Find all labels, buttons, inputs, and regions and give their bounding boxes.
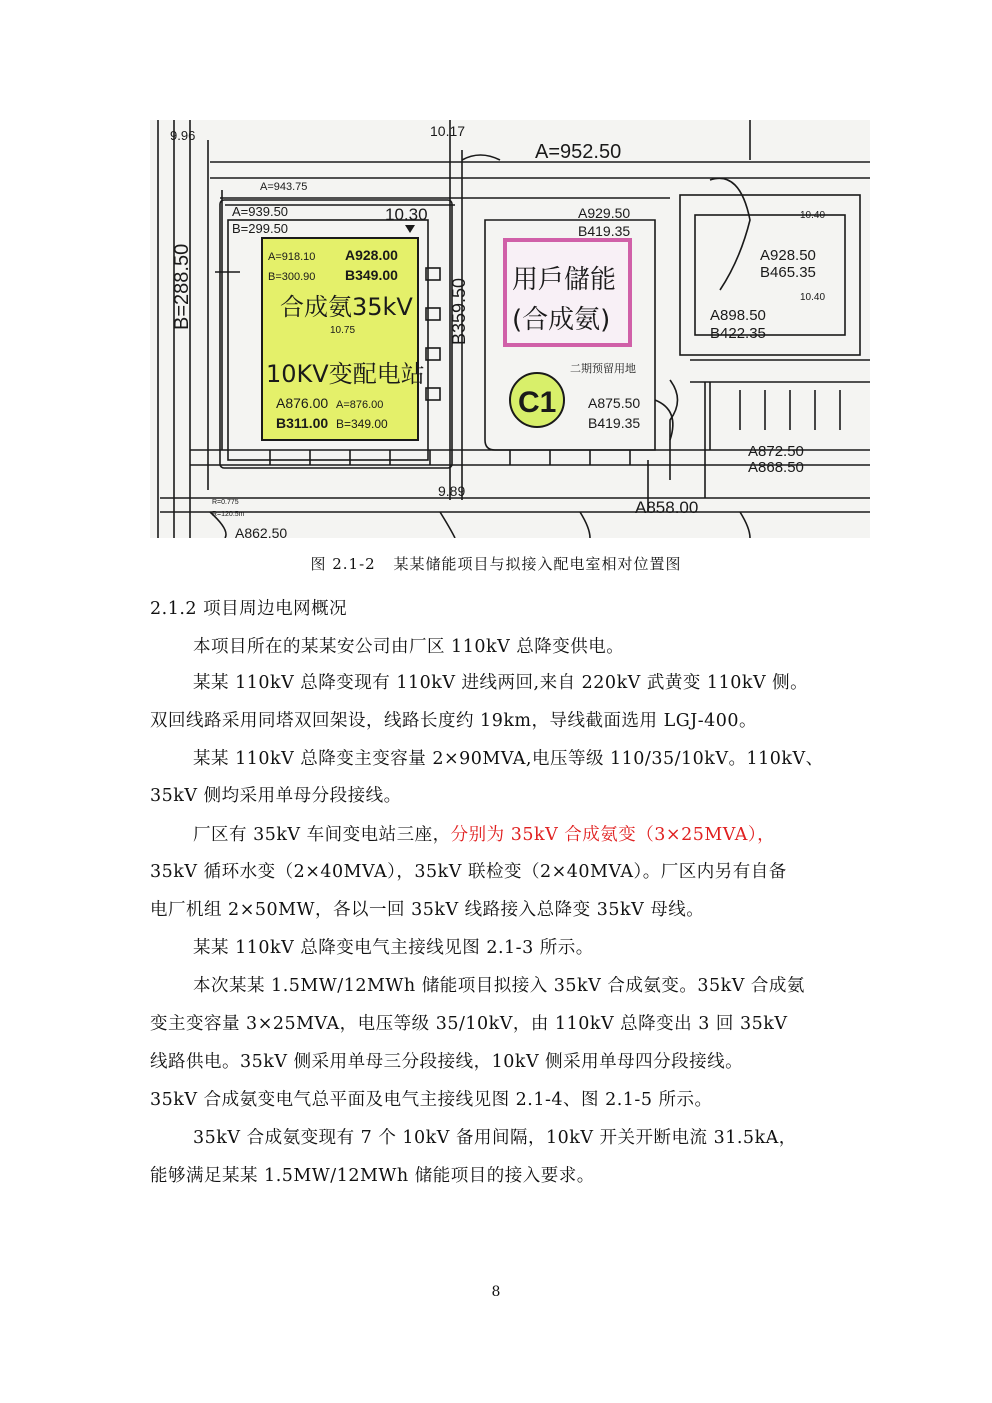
paragraph-6-line-2: 变主变容量 3×25MVA，电压等级 35/10kV，由 110kV 总降变出 3 回 35kV xyxy=(150,1014,788,1034)
coord-b-41935b: B419.35 xyxy=(588,415,641,431)
coord-a-91810: A=918.10 xyxy=(268,251,316,263)
paragraph-4-line-3: 电厂机组 2×50MW，各以一回 35kV 线路接入总降变 35kV 母线。 xyxy=(150,900,705,920)
section-heading: 2.1.2 项目周边电网概况 xyxy=(150,599,348,619)
paragraph-4-line-1 xyxy=(193,821,775,846)
coord-b-28850: B=288.50 xyxy=(171,243,193,330)
dim-top: 10.17 xyxy=(430,123,466,139)
coord-b-31100: B311.00 xyxy=(276,415,329,431)
coord-a-92850: A928.50 xyxy=(760,247,816,264)
paragraph-4-line-2: 35kV 循环水变（2×40MVA），35kV 联检变（2×40MVA）。厂区内另有自备 xyxy=(150,862,787,882)
small-r-label: R=0.775 xyxy=(212,499,239,506)
paragraph-6-line-1: 本次某某 1.5MW/12MWh 储能项目拟接入 35kV 合成氨变。35kV 合成氨 xyxy=(193,976,805,996)
figure-number: 图 2.1-2 xyxy=(310,555,376,573)
coord-a-87250: A872.50 xyxy=(748,443,804,460)
paragraph-6-line-3: 线路供电。35kV 侧采用单母三分段接线，10kV 侧采用单母四分段接线。 xyxy=(150,1052,744,1072)
paragraph-7-line-1: 35kV 合成氨变现有 7 个 10kV 备用间隔，10kV 开关开断电流 31.5kA， xyxy=(193,1128,797,1148)
paragraph-2-line-2: 双回线路采用同塔双回架设，线路长度约 19km，导线截面选用 LGJ-400。 xyxy=(150,711,758,731)
reserve-land-label: 二期预留用地 xyxy=(570,363,636,375)
small-r2-label: R=120.5m xyxy=(212,511,245,518)
figure-title: 某某储能项目与拟接入配电室相对位置图 xyxy=(393,555,682,573)
site-plan-figure xyxy=(150,120,870,538)
coord-a-86250: A862.50 xyxy=(235,525,288,538)
coord-b-42235: B422.35 xyxy=(710,325,766,342)
coord-a-92800: A928.00 xyxy=(345,247,398,263)
coord-a-85800: A858.00 xyxy=(635,498,699,517)
coord-b-mid-top: B=299.50 xyxy=(232,221,289,236)
coord-a-92950: A929.50 xyxy=(578,205,631,221)
coord-a-87550: A875.50 xyxy=(588,395,641,411)
paragraph-4-lead: 厂区有 35kV 车间变电站三座， xyxy=(193,825,451,845)
paragraph-7-line-2: 能够满足某某 1.5MW/12MWh 储能项目的接入要求。 xyxy=(150,1166,595,1186)
coord-b-41935: B419.35 xyxy=(578,223,631,239)
dim-989: 9.89 xyxy=(438,483,466,499)
coord-a-top: A=952.50 xyxy=(535,141,622,163)
elevation-1075: 10.75 xyxy=(330,325,356,336)
paragraph-2-line-1: 某某 110kV 总降变现有 110kV 进线两回,来自 220kV 武黄变 110kV 侧。 xyxy=(193,673,809,693)
paragraph-4-highlight: 分别为 35kV 合成氨变（3×25MVA）， xyxy=(450,825,776,845)
substation-name-1: 合成氨35kV xyxy=(280,293,413,321)
coord-b-35950: B359.50 xyxy=(449,277,469,345)
coord-b-34900: B349.00 xyxy=(345,267,398,283)
paragraph-3-line-1: 某某 110kV 总降变主变容量 2×90MVA,电压等级 110/35/10kV。110kV、 xyxy=(193,749,824,769)
coord-a-87600: A876.00 xyxy=(276,395,329,411)
c1-label: C1 xyxy=(518,386,557,419)
elevation-1040-a: 10.40 xyxy=(800,210,826,221)
coord-b-30090: B=300.90 xyxy=(268,271,316,283)
dim-top-left: 9.96 xyxy=(170,128,196,143)
figure-caption xyxy=(0,553,992,574)
paragraph-1: 本项目所在的某某安公司由厂区 110kV 总降变供电。 xyxy=(193,637,625,657)
coord-a-86850: A868.50 xyxy=(748,459,804,476)
paragraph-3-line-2: 35kV 侧均采用单母分段接线。 xyxy=(150,786,402,806)
elevation-1030: 10.30 xyxy=(385,205,428,224)
site-plan-drawing xyxy=(150,120,870,538)
coord-b-34900b: B=349.00 xyxy=(336,417,388,431)
coord-a-mid-top: A=939.50 xyxy=(232,204,289,219)
coord-b-46535: B465.35 xyxy=(760,264,816,281)
paragraph-6-line-4: 35kV 合成氨变电气总平面及电气主接线见图 2.1-4、图 2.1-5 所示。 xyxy=(150,1090,713,1110)
coord-a-small-top: A=943.75 xyxy=(260,181,308,193)
coord-a-89850: A898.50 xyxy=(710,307,766,324)
page-number: 8 xyxy=(491,1284,501,1300)
storage-name-1: 用戶儲能 xyxy=(512,265,617,295)
elevation-1040-b: 10.40 xyxy=(800,292,826,303)
substation-name-2: 10KV变配电站 xyxy=(266,360,425,388)
coord-a-87600b: A=876.00 xyxy=(336,399,384,411)
paragraph-5: 某某 110kV 总降变电气主接线见图 2.1-3 所示。 xyxy=(193,938,594,958)
storage-name-2: (合成氨) xyxy=(512,305,611,335)
